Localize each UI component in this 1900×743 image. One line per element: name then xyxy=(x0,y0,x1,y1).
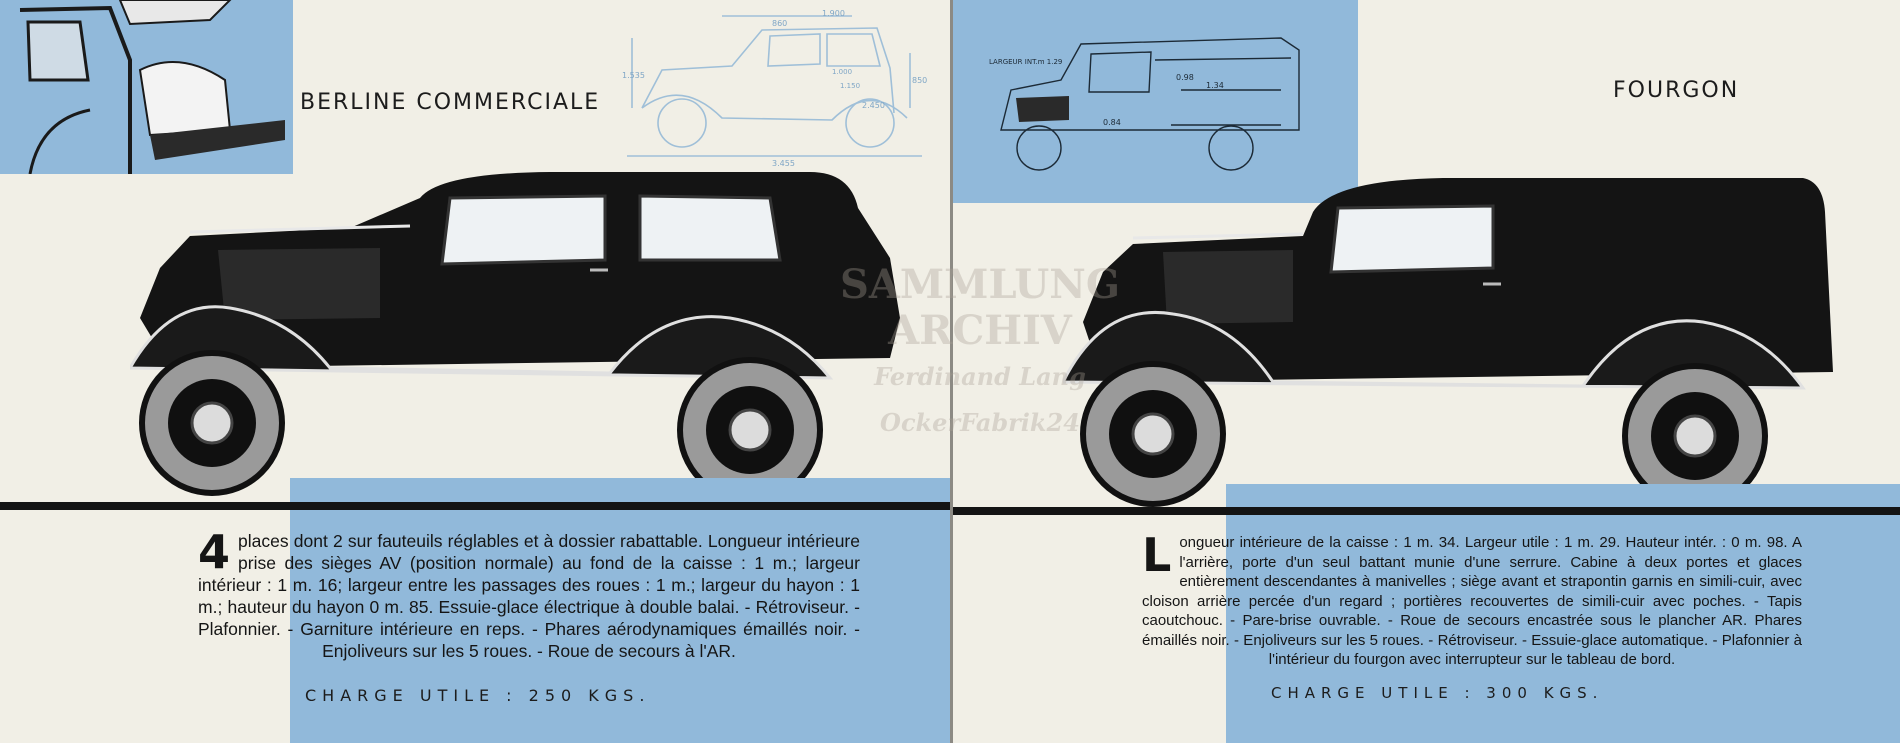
dim-height: 1.535 xyxy=(622,71,645,80)
dim-hatch-height: 850 xyxy=(912,76,928,85)
fourgon-payload: CHARGE UTILE : 300 KGS. xyxy=(1271,684,1604,702)
berline-car-illustration xyxy=(130,168,920,508)
dim-wheelbase: 2.450 xyxy=(862,101,885,110)
watermark-line-1: SAMMLUNG xyxy=(839,261,1121,308)
dim-interior-width: 1.150 xyxy=(840,82,861,90)
fourgon-dim-width: LARGEUR INT.m 1.29 xyxy=(989,58,1063,66)
dim-door-width: 860 xyxy=(772,19,788,28)
dim-overall-length: 3.455 xyxy=(772,159,795,168)
fourgon-drop-cap: L xyxy=(1142,528,1172,582)
dim-interior-length: 1.000 xyxy=(832,68,853,76)
fourgon-description-text: ongueur intérieure de la caisse : 1 m. 34. Largeur utile : 1 m. 29. Hauteur intér. : 0 m. 98. A l'arrière, porte d'un seul battant munie d'une serrure. Cabine à deux portes et glaces entièrement descendantes à manivelles ; siège avant et strapontin garnis en simili-cuir, avec cloison arrière percée d'un regard ; portières recouvertes de simili-cuir avec poches. - Tapis caoutchouc. - Pare-brise ouvrable. - Roue de secours encastrée sous le plancher AR. Phares émaillés noir. - Enjoliveurs sur les 5 roues. - Rétroviseur. - Essuie-glace automatique. - Plafonnier à l'intérieur du fourgon avec interrupteur sur le tableau de bord. xyxy=(1142,534,1802,668)
ground-line-right xyxy=(953,507,1900,515)
interior-cargo-illustration xyxy=(0,0,293,174)
berline-description xyxy=(198,525,860,662)
berline-drop-cap: 4 xyxy=(198,525,231,579)
berline-blueprint-diagram xyxy=(622,8,948,168)
watermark-line-3: Ferdinand Lang xyxy=(874,362,1086,391)
model-title-fourgon: FOURGON xyxy=(1613,78,1740,103)
model-title-berline: BERLINE COMMERCIALE xyxy=(300,90,601,115)
fourgon-blueprint-diagram xyxy=(981,30,1341,180)
berline-description-text: places dont 2 sur fauteuils réglables et à dossier rabattable. Longueur intérieure prise des sièges AV (position normale) au fond de la caisse : 1 m.; largeur intérieur : 1 m. 16; largeur entre les passages des roues : 1 m.; largeur du hayon : 1 m.; hauteur du hayon 0 m. 85. Essuie-glace électrique à double balai. - Rétroviseur. - Plafonnier. - Garniture intérieure en reps. - Phares aérodynamiques émaillés noir. - Enjoliveurs sur les 5 roues. - Roue de secours à l'AR. xyxy=(198,531,860,661)
berline-payload: CHARGE UTILE : 250 KGS. xyxy=(305,686,651,705)
fourgon-dim-door: 0.84 xyxy=(1103,118,1121,127)
right-page xyxy=(953,0,1900,743)
fourgon-van-illustration xyxy=(1063,172,1843,512)
fourgon-description xyxy=(1142,528,1802,670)
ground-line-left xyxy=(0,502,950,510)
watermark-line-2: ARCHIV xyxy=(888,307,1072,354)
dim-overall-width: 1.900 xyxy=(822,9,845,18)
watermark-line-4: OckerFabrik24 xyxy=(880,408,1080,437)
fourgon-dim-height: 0.98 xyxy=(1176,73,1194,82)
fourgon-dim-length: 1.34 xyxy=(1206,81,1224,90)
